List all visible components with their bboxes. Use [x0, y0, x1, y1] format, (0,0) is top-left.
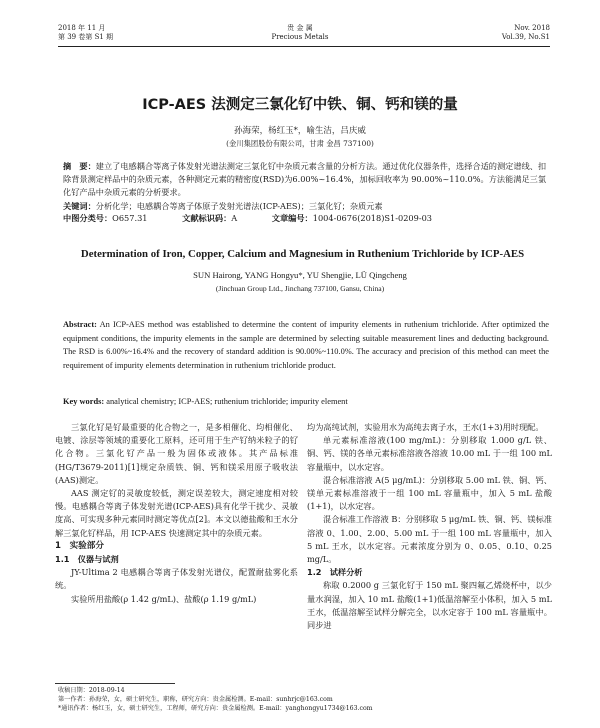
document-code: 文献标识码：A — [182, 213, 238, 223]
header-date-cn: 2018 年 11 月 — [58, 24, 106, 32]
intro-paragraph-2: AAS 测定钌的灵敏度较低，测定误差较大，测定速度相对较慢。电感耦合等离子体发射光谱(ICP-AES)具有化学干扰少、灵敏度高、可实现多种元素同时测定等优点[2]。本文以德盐酸和王水分解三氯化钌样品，用 ICP-AES 快速测定其中的杂质元素。 — [55, 488, 298, 538]
reagents-continued: 均为高纯试剂，实验用水为高纯去离子水，王水(1+3)用时现配。 — [307, 422, 544, 432]
abstract-en-label: Abstract: — [63, 320, 97, 329]
keywords-en: analytical chemistry; ICP-AES; ruthenium trichloride; impurity element — [106, 397, 348, 406]
first-author-note: 第一作者：孙海荣，女，硕士研究生，职称，研究方向：贵金属检测。E-mail：sunhrjc@163.com — [58, 696, 333, 703]
mixed-standard-b-paragraph: 混合标准工作溶液 B：分别移取 5 μg/mL 铁、铜、钙、镁标准溶液 0、1.00、2.00、5.00 mL 于一组 100 mL 容量瓶中，加入 5 mL 王水，以水定容。元素浓度分别为 0、0.05、0.10、0.25 mg/L。 — [307, 514, 552, 565]
corresponding-author-note: *通讯作者：杨红玉，女，硕士研究生，工程师，研究方向：贵金属检测。E-mail：yanghongyu1734@163.com — [58, 705, 373, 712]
section-1-heading: 1 实验部分 — [55, 540, 104, 551]
instruments-paragraph: JY-Ultima 2 电感耦合等离子体发射光谱仪，配置耐盐雾化系统。 — [55, 567, 298, 591]
authors-en: SUN Hairong, YANG Hongyu*, YU Shengjie, LÜ Qingcheng — [193, 270, 407, 280]
header-volume-en: Vol.39, No.S1 — [501, 33, 550, 41]
mixed-standard-a-paragraph: 混合标准溶液 A(5 μg/mL)：分别移取 5.00 mL 铁、铜、钙、镁单元素标准溶液于一组 100 mL 容量瓶中，加入 5 mL 盐酸(1+1)，以水定容。 — [307, 474, 552, 512]
footnote-rule — [55, 683, 175, 684]
received-date: 收稿日期：2018-09-14 — [58, 687, 125, 694]
journal-date-volume-en — [502, 24, 550, 42]
abstract-cn-text: 建立了电感耦合等离子体发射光谱法测定三氯化钌中杂质元素含量的分析方法。通过优化仪器条件，选择合适的测定谱线、扣除背景测定样品中的杂质元素，各种测定元素的精密度(RSD)为6.00%~16.4%，加标回收率为 90.00%~110.0%。方法能满足三氯化钌产品中杂质元素的分析要求。 — [63, 161, 547, 198]
journal-name-en: Precious Metals — [271, 33, 329, 41]
classification-line — [63, 212, 549, 225]
reagents-paragraph: 实验所用盐酸(ρ 1.42 g/mL)、盐酸(ρ 1.19 g/mL) — [71, 593, 257, 604]
abstract-cn — [63, 160, 549, 213]
keywords-cn: 分析化学；电感耦合等离子体原子发射光谱法(ICP-AES)；三氯化钌；杂质元素 — [95, 200, 383, 211]
single-standard-paragraph: 单元素标准溶液(100 mg/mL)：分别移取 1.000 g/L 铁、铜、钙、镁的各单元素标准溶液各溶液 10.00 mL 于一组 100 mL 容量瓶中，以水定容。 — [307, 435, 552, 472]
abstract-en — [63, 318, 549, 372]
body-column-right — [307, 421, 552, 632]
paper-title-en: Determination of Iron, Copper, Calcium and Magnesium in Ruthenium Trichloride by ICP-AES — [80, 248, 525, 260]
keywords-en-label: Key words: — [63, 397, 105, 406]
header-volume-cn: 第 39 卷第 S1 期 — [58, 33, 114, 41]
header-rule — [58, 46, 550, 47]
affiliation-cn: (金川集团股份有限公司，甘肃 金昌 737100) — [226, 139, 374, 148]
abstract-en-text: An ICP-AES method was established to determine the content of impurity elements in ruthenium trichloride. After optimized the equipment conditions, the impurity elements in the sample are determined by selecting suitable measurement lines and deducting background. The RSD is 6.00%~16.4% and the recovery of standard addition is 90.00%~110.0%. The accuracy and precision of this method can meet the requirement of impurity elements determination in ruthenium trichloride product. — [63, 320, 549, 370]
paper-title-cn: ICP-AES 法测定三氯化钌中铁、铜、钙和镁的量 — [142, 97, 458, 113]
body-column-left — [55, 421, 298, 606]
article-number: 文章编号：1004-0676(2018)S1-0209-03 — [271, 213, 433, 223]
journal-name-cn: 贵 金 属 — [287, 24, 313, 32]
header-date-en: Nov. 2018 — [514, 24, 550, 32]
intro-paragraph-1: 三氯化钌是钌最重要的化合物之一，是多相催化、均相催化、电镀、涂层等领域的重要化工原料，还可用于生产钌纳米粒子的钌化合物。三氯化钌产品一般为固体或液体。其产品标准(HG/T3679-2011)[1]规定杂质铁、铜、钙和镁采用原子吸收法(AAS)测定。 — [55, 422, 298, 485]
authors-cn: 孙海荣，杨红玉*，喻生洁，吕庆威 — [234, 126, 366, 136]
clc-number: 中图分类号：O657.31 — [63, 213, 148, 223]
section-1-1-heading: 1.1 仪器与试剂 — [55, 554, 119, 565]
keywords-cn-label: 关键词： — [63, 200, 96, 211]
keywords-en-line — [63, 397, 549, 406]
abstract-cn-label: 摘 要： — [63, 161, 96, 171]
section-1-2-heading: 1.2 试样分析 — [307, 567, 363, 578]
affiliation-en: (Jinchuan Group Ltd., Jinchang 737100, Gansu, China) — [215, 284, 385, 293]
sample-analysis-paragraph: 称取 0.2000 g 三氯化钌于 150 mL 聚四氟乙烯烧杯中，以少量水润湿，加入 10 mL 盐酸(1+1)低温溶解至小体积，加入 5 mL 王水，低温溶解至试样分解完全，以水定容于 100 mL 容量瓶中。同步进 — [307, 580, 552, 631]
